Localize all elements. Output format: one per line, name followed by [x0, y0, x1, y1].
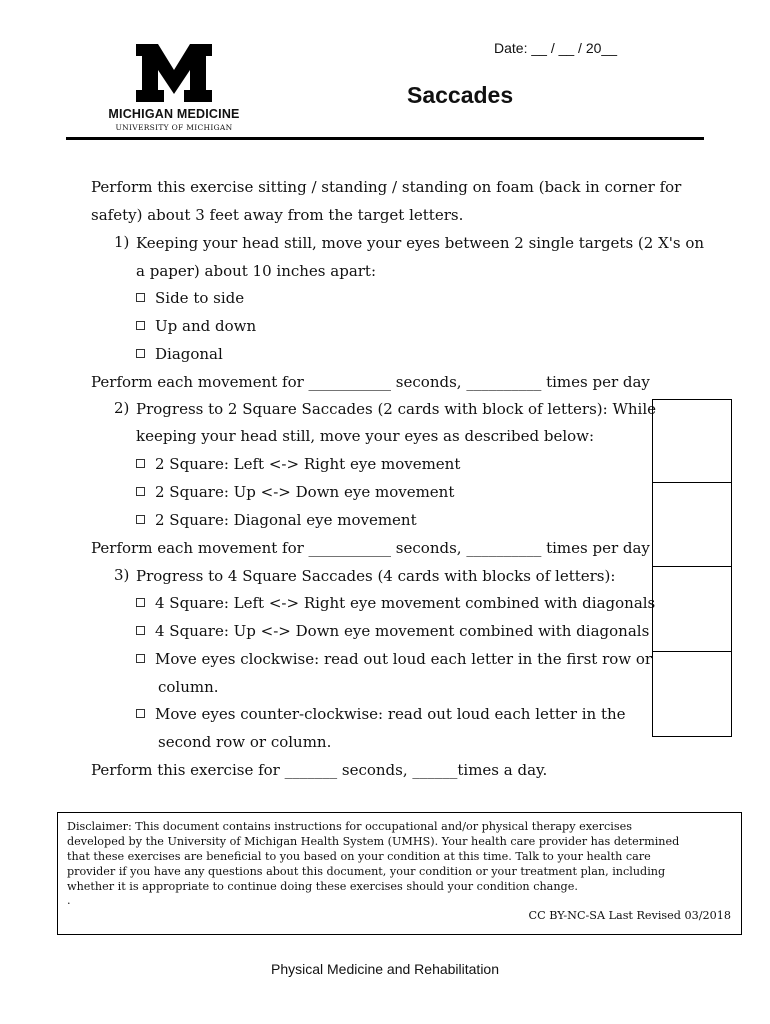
checkbox-icon[interactable]	[136, 459, 145, 468]
checkbox-icon[interactable]	[136, 349, 145, 358]
step-number: 1)	[114, 233, 130, 251]
step-text: a paper) about 10 inches apart:	[136, 262, 377, 280]
card-divider	[653, 482, 731, 483]
michigan-medicine-logo	[104, 44, 244, 136]
option-label: Diagonal	[155, 345, 223, 363]
step-text: Keeping your head still, move your eyes between 2 single targets (2 X's on	[136, 234, 705, 252]
footer-text: Physical Medicine and Rehabilitation	[270, 961, 500, 977]
card-divider	[653, 566, 731, 567]
step-number: 2)	[114, 399, 130, 417]
header-rule	[66, 137, 704, 140]
step-number: 3)	[114, 566, 130, 584]
option-item	[136, 482, 454, 502]
block-m-icon	[136, 44, 212, 102]
disclaimer-line: Disclaimer: This document contains instructions for occupational and/or physical therapy exercises	[67, 820, 632, 833]
card-boxes	[652, 399, 732, 737]
option-item	[136, 288, 244, 308]
disclaimer-line: whether it is appropriate to continue doing these exercises should your condition change.	[67, 880, 578, 893]
logo-subtitle: UNIVERSITY OF MICHIGAN	[115, 123, 233, 132]
checkbox-icon[interactable]	[136, 321, 145, 330]
option-item	[136, 649, 652, 669]
option-label: Up and down	[155, 317, 257, 335]
checkbox-icon[interactable]	[136, 598, 145, 607]
option-label: 4 Square: Left <-> Right eye movement combined with diagonals	[155, 594, 656, 612]
disclaimer-line: .	[67, 894, 71, 907]
option-item	[136, 344, 223, 364]
perform-line: Perform each movement for ___________ seconds, __________ times per day	[91, 373, 650, 391]
checkbox-icon[interactable]	[136, 709, 145, 718]
option-label: 2 Square: Up <-> Down eye movement	[155, 483, 455, 501]
option-label: 2 Square: Diagonal eye movement	[155, 511, 417, 529]
option-label: 2 Square: Left <-> Right eye movement	[155, 455, 461, 473]
option-label: Side to side	[155, 289, 245, 307]
checkbox-icon[interactable]	[136, 293, 145, 302]
checkbox-icon[interactable]	[136, 515, 145, 524]
step-text: keeping your head still, move your eyes as described below:	[136, 427, 595, 445]
intro-line: Perform this exercise sitting / standing / standing on foam (back in corner for	[91, 178, 682, 196]
perform-line: Perform this exercise for _______ seconds, ______times a day.	[91, 761, 548, 779]
option-label: Move eyes counter-clockwise: read out loud each letter in the	[155, 705, 626, 723]
option-label: 4 Square: Up <-> Down eye movement combined with diagonals	[155, 622, 650, 640]
license-text: CC BY-NC-SA Last Revised 03/2018	[528, 909, 731, 922]
option-item	[136, 593, 655, 613]
logo-name: MICHIGAN MEDICINE	[108, 107, 240, 121]
option-item	[136, 454, 460, 474]
disclaimer-line: developed by the University of Michigan Health System (UMHS). Your health care provider has determined	[67, 835, 680, 848]
option-continuation: column.	[158, 678, 219, 696]
step-text: Progress to 2 Square Saccades (2 cards with block of letters): While	[136, 400, 657, 418]
disclaimer-line: that these exercises are beneficial to you based on your condition at this time. Talk to your health care	[67, 850, 651, 863]
perform-line: Perform each movement for ___________ seconds, __________ times per day	[91, 539, 650, 557]
option-item	[136, 704, 626, 724]
date-line: Date: __ / __ / 20__	[494, 40, 617, 56]
option-label: Move eyes clockwise: read out loud each letter in the first row or	[155, 650, 653, 668]
checkbox-icon[interactable]	[136, 626, 145, 635]
option-item	[136, 510, 417, 530]
disclaimer-box	[57, 812, 742, 935]
option-continuation: second row or column.	[158, 733, 332, 751]
checkbox-icon[interactable]	[136, 654, 145, 663]
intro-line: safety) about 3 feet away from the target letters.	[91, 206, 464, 224]
option-item	[136, 316, 256, 336]
option-item	[136, 621, 649, 641]
step-text: Progress to 4 Square Saccades (4 cards with blocks of letters):	[136, 567, 616, 585]
page-title: Saccades	[407, 82, 514, 108]
disclaimer-line: provider if you have any questions about this document, your condition or your treatment plan, including	[67, 865, 666, 878]
checkbox-icon[interactable]	[136, 487, 145, 496]
card-divider	[653, 651, 731, 652]
